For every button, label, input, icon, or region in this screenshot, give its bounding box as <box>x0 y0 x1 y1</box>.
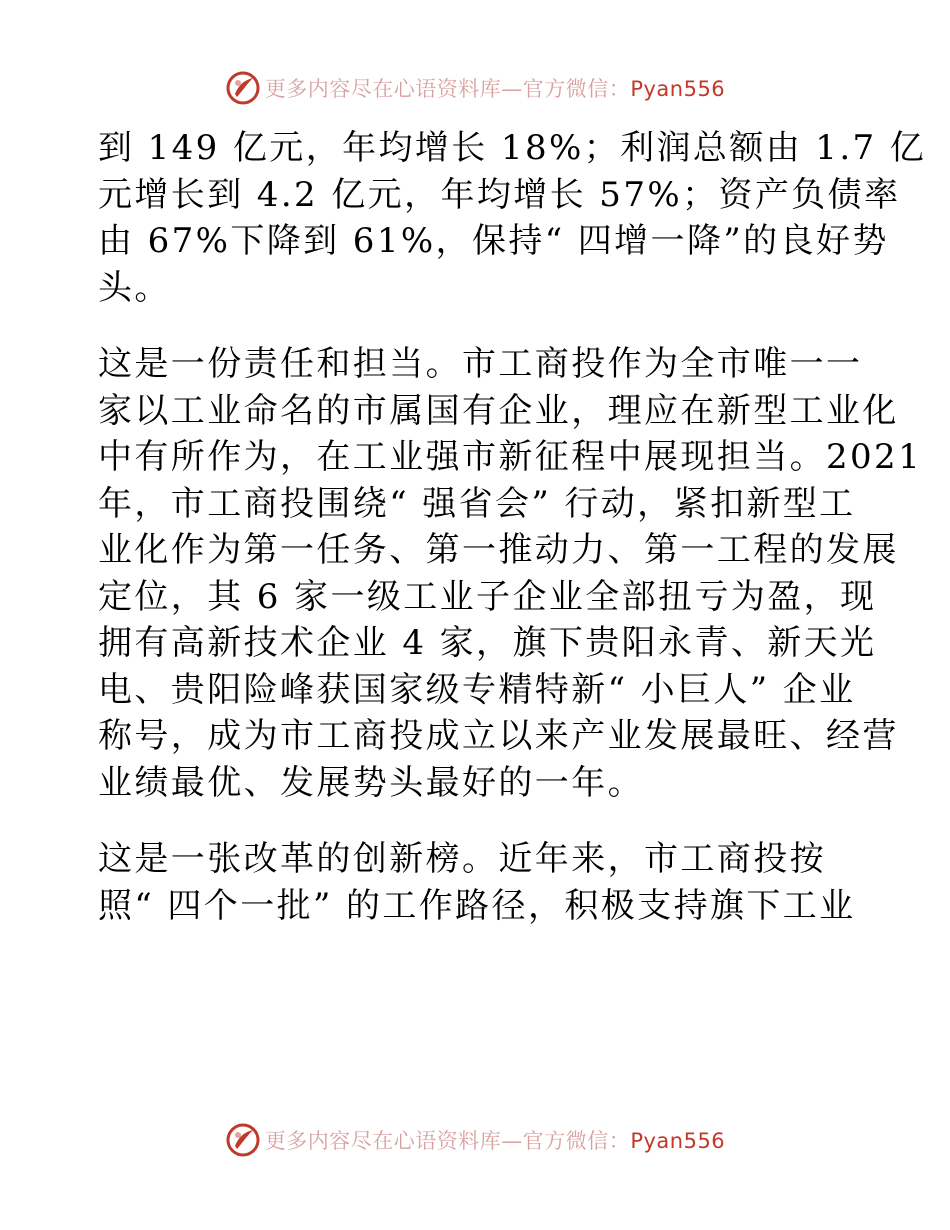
text-line: 定位，其 6 家一级工业子企业全部扭亏为盈，现 <box>98 576 877 617</box>
paragraph-1 <box>98 125 927 311</box>
text-line: 元增长到 4.2 亿元，年均增长 57%；资产负债率 <box>98 174 901 215</box>
text-line: 称号，成为市工商投成立以来产业发展最旺、经营 <box>98 716 899 756</box>
watermark-text <box>265 73 725 103</box>
watermark-wechat-id: Pyan556 <box>630 1129 726 1153</box>
text-line: 业化作为第一任务、第一推动力、第一工程的发展 <box>98 530 899 570</box>
text-line: 这是一张改革的创新榜。近年来，市工商投按 <box>98 839 826 879</box>
text-line: 年，市工商投围绕“ 强省会” 行动，紧扣新型工 <box>98 483 856 524</box>
text-line: 头。 <box>98 267 171 308</box>
watermark-text-cn: 更多内容尽在心语资料库—官方微信： <box>264 77 631 101</box>
header-watermark <box>0 68 950 108</box>
text-line: 由 67%下降到 61%，保持“ 四增一降”的良好势 <box>98 221 889 261</box>
watermark-text <box>265 1125 725 1155</box>
watermark-wechat-id: Pyan556 <box>630 77 726 101</box>
text-line: 业绩最优、发展势头最好的一年。 <box>98 762 644 803</box>
watermark-text-cn: 更多内容尽在心语资料库—官方微信： <box>264 1129 631 1153</box>
document-body <box>98 125 927 929</box>
paragraph-3 <box>98 836 856 929</box>
text-line: 这是一份责任和担当。市工商投作为全市唯一一 <box>98 344 863 384</box>
text-line: 电、贵阳险峰获国家级专精特新“ 小巨人” 企业 <box>98 669 856 710</box>
footer-watermark <box>0 1120 950 1160</box>
text-line: 照“ 四个一批” 的工作路径，积极支持旗下工业 <box>98 885 856 926</box>
text-line: 拥有高新技术企业 4 家，旗下贵阳永青、新天光 <box>98 623 877 663</box>
paragraph-2 <box>98 341 923 806</box>
text-line: 到 149 亿元，年均增长 18%；利润总额由 1.7 亿 <box>98 128 927 168</box>
brand-logo-icon <box>225 1122 261 1158</box>
brand-logo-icon <box>225 70 261 106</box>
text-line: 中有所作为，在工业强市新征程中展现担当。2021 <box>98 437 923 477</box>
text-line: 家以工业命名的市属国有企业，理应在新型工业化 <box>98 390 899 431</box>
